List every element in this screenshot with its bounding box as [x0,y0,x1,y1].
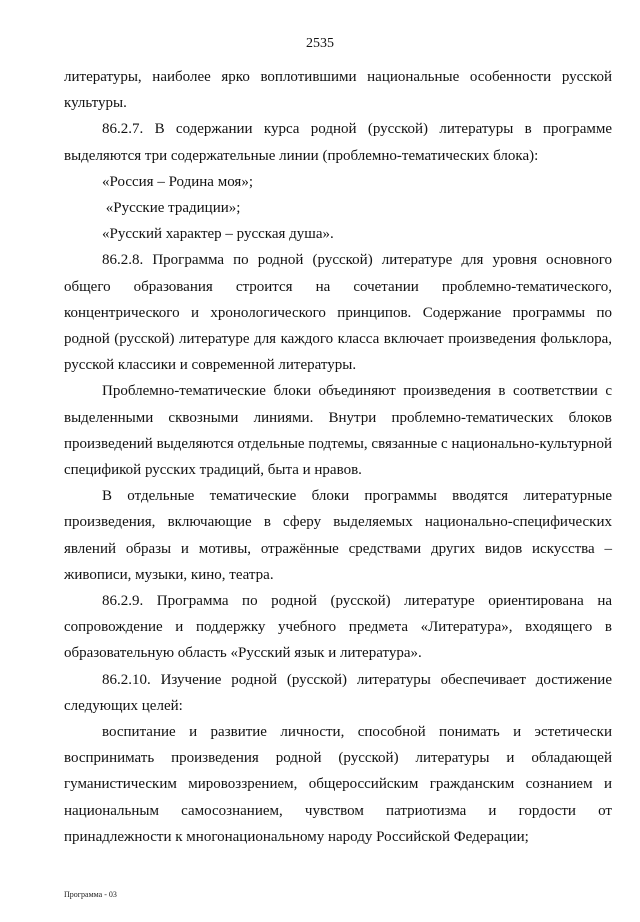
document-body [64,64,612,850]
paragraph-86-2-8: 86.2.8. Программа по родной (русской) литературе для уровня основного общего образования строится на сочетании проблемно-тематического, концентрического и хронологического принципов. Содержание программы по родной (русской) литературе для каждого класса включает произведения фольклора, русской классики и современной литературы. [64,252,612,374]
page-footer: Программа - 03 [64,890,117,899]
content-line-3: «Русский характер – русская душа». [102,226,334,243]
paragraph-continuation: литературы, наиболее ярко воплотившими национальные особенности русской культуры. [64,69,612,112]
content-line-2: «Русские традиции»; [102,200,241,217]
paragraph-other-arts: В отдельные тематические блоки программы вводятся литературные произведения, включающие в сферу выделяемых национально-специфических явлений образы и мотивы, отражённые средствами других видов искусства – живописи, музыки, кино, театра. [64,488,612,583]
paragraph-86-2-7: 86.2.7. В содержании курса родной (русской) литературы в программе выделяются три содержательные линии (проблемно-тематических блока): [64,121,612,164]
paragraph-86-2-9: 86.2.9. Программа по родной (русской) литературе ориентирована на сопровождение и поддержку учебного предмета «Литература», входящего в образовательную область «Русский язык и литература». [64,593,612,662]
content-line-1: «Россия – Родина моя»; [102,173,253,190]
page-number: 2535 [306,36,334,51]
paragraph-86-2-10: 86.2.10. Изучение родной (русской) литературы обеспечивает достижение следующих целей: [64,671,612,714]
paragraph-goal-1: воспитание и развитие личности, способной понимать и эстетически воспринимать произведения родной (русской) литературы и обладающей гуманистическим мировоззрением, общероссийским гражданским сознанием и национальным самосознанием, чувством патриотизма и гордости от принадлежности к многонациональному народу Российской Федерации; [64,724,612,845]
paragraph-thematic-blocks: Проблемно-тематические блоки объединяют произведения в соответствии с выделенными сквозными линиями. Внутри проблемно-тематических блоков произведений выделяются отдельные подтемы, связанные с национально-культурной спецификой русских традиций, быта и нравов. [64,383,612,479]
